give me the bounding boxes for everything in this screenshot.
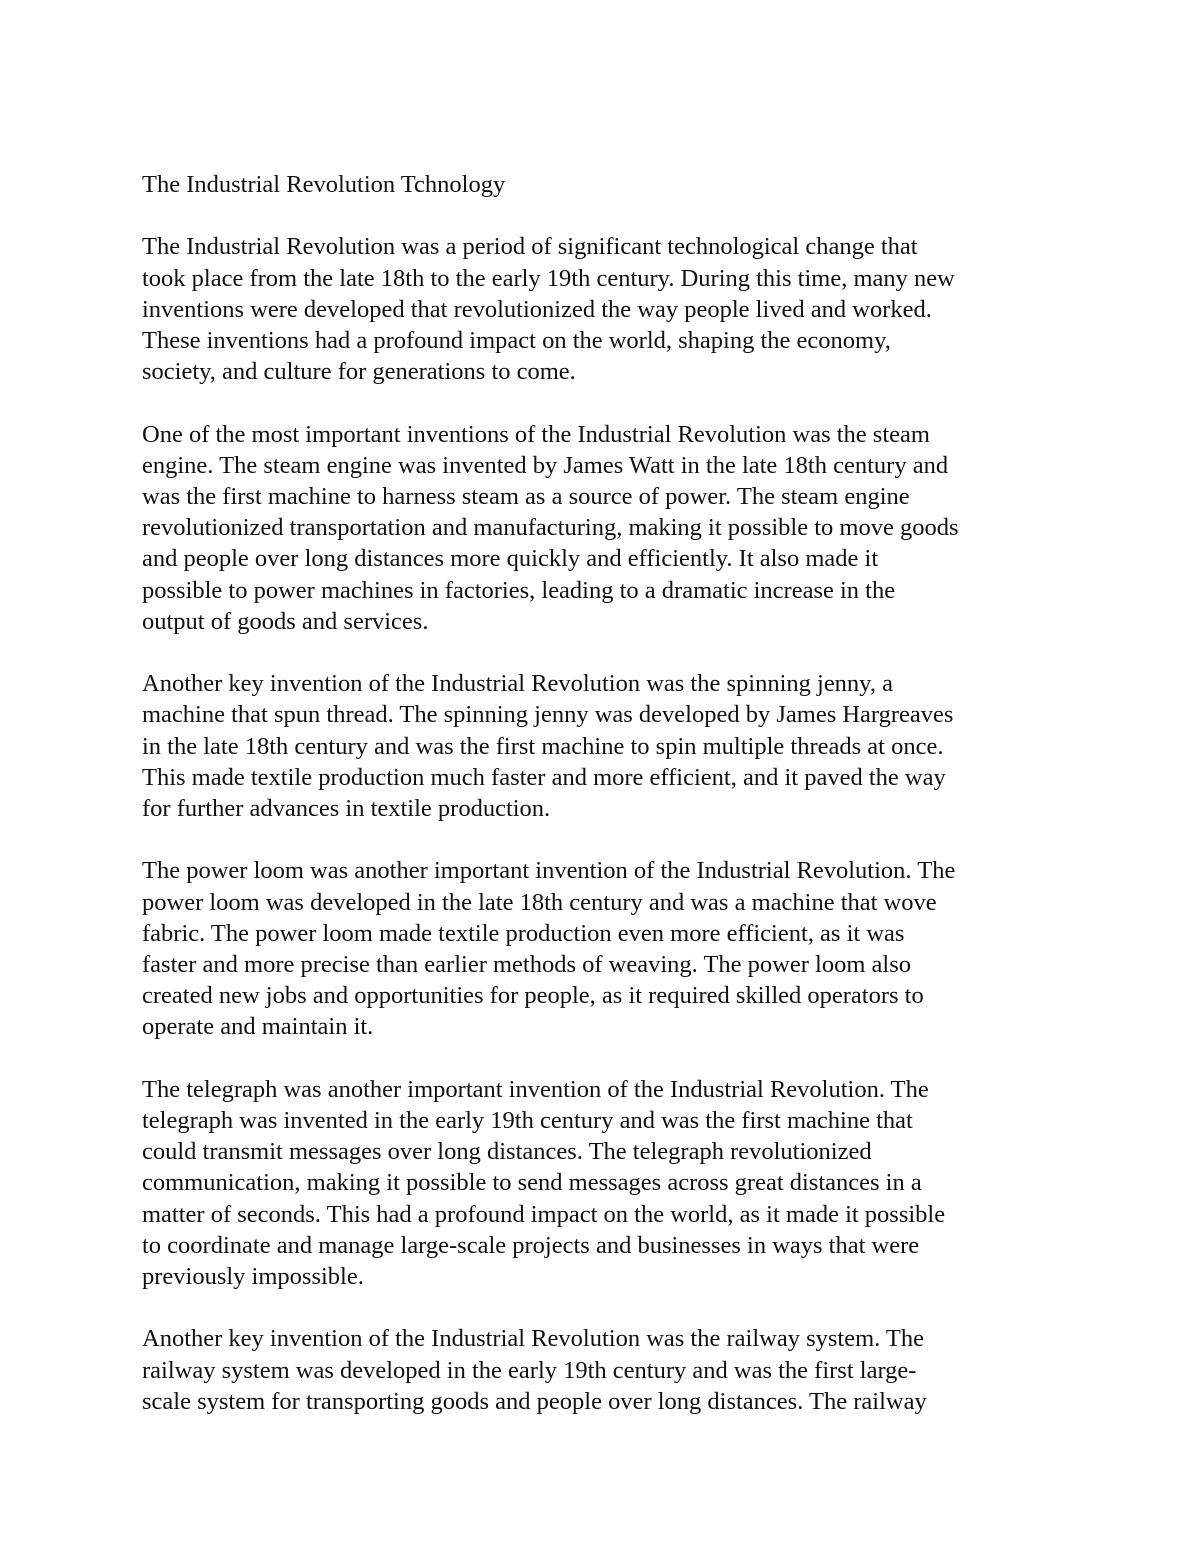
text-line: railway system was developed in the early 19th century and was the first large- (142, 1356, 917, 1384)
text-line: Another key invention of the Industrial Revolution was the railway system. The (142, 1325, 925, 1353)
document-body (142, 169, 1058, 1448)
text-line: to coordinate and manage large-scale projects and businesses in ways that were (142, 1231, 920, 1259)
text-line: took place from the late 18th to the early 19th century. During this time, many new (142, 264, 955, 292)
text-line: possible to power machines in factories, leading to a dramatic increase in the (142, 576, 896, 604)
text-line: faster and more precise than earlier methods of weaving. The power loom also (142, 951, 911, 979)
paragraph (142, 1074, 1058, 1292)
text-line: inventions were developed that revolutionized the way people lived and worked. (142, 295, 932, 323)
text-line: could transmit messages over long distances. The telegraph revolutionized (142, 1138, 872, 1166)
text-line: created new jobs and opportunities for people, as it required skilled operators to (142, 982, 924, 1010)
text-line: was the first machine to harness steam as a source of power. The steam engine (142, 483, 910, 510)
text-line: Another key invention of the Industrial Revolution was the spinning jenny, a (142, 670, 893, 698)
text-line: output of goods and services. (142, 607, 429, 635)
text-line: power loom was developed in the late 18th century and was a machine that wove (142, 888, 937, 916)
text-line: society, and culture for generations to come. (142, 358, 576, 386)
paragraph-list (142, 231, 1058, 1417)
text-line: These inventions had a profound impact on the world, shaping the economy, (142, 327, 891, 354)
text-line: The Industrial Revolution was a period of significant technological change that (142, 233, 918, 261)
text-line: previously impossible. (142, 1263, 364, 1291)
document-title: The Industrial Revolution Tchnology (142, 171, 506, 198)
text-line: in the late 18th century and was the first machine to spin multiple threads at once. (142, 732, 944, 760)
text-line: revolutionized transportation and manufacturing, making it possible to move goods (142, 514, 959, 542)
text-line: operate and maintain it. (142, 1013, 374, 1041)
text-line: scale system for transporting goods and people over long distances. The railway (142, 1387, 927, 1415)
text-line: This made textile production much faster and more efficient, and it paved the way (142, 763, 946, 791)
text-line: The power loom was another important invention of the Industrial Revolution. The (142, 857, 956, 885)
paragraph (142, 419, 1058, 637)
text-line: fabric. The power loom made textile production even more efficient, as it was (142, 919, 905, 947)
paragraph (142, 1323, 1058, 1417)
text-line: communication, making it possible to send messages across great distances in a (142, 1169, 922, 1197)
text-line: for further advances in textile production. (142, 795, 551, 823)
text-line: matter of seconds. This had a profound impact on the world, as it made it possible (142, 1200, 946, 1228)
text-line: machine that spun thread. The spinning jenny was developed by James Hargreaves (142, 701, 954, 729)
paragraph (142, 668, 1058, 824)
text-line: telegraph was invented in the early 19th century and was the first machine that (142, 1107, 913, 1135)
text-line: One of the most important inventions of the Industrial Revolution was the steam (142, 420, 930, 448)
text-line: and people over long distances more quickly and efficiently. It also made it (142, 545, 879, 573)
paragraph (142, 855, 1058, 1042)
text-line: The telegraph was another important invention of the Industrial Revolution. The (142, 1075, 929, 1103)
text-line: engine. The steam engine was invented by James Watt in the late 18th century and (142, 451, 949, 479)
paragraph (142, 231, 1058, 387)
